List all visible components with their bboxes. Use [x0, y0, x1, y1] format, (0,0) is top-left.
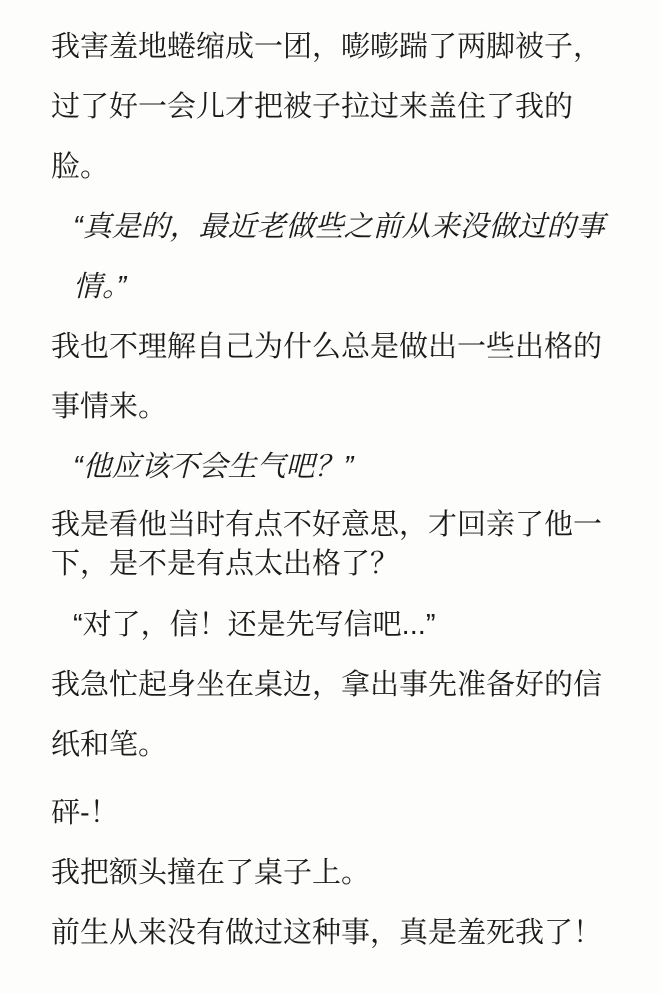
spoken-quote: “对了，信！还是先写信吧...” — [73, 609, 436, 641]
story-paragraph: 我害羞地蜷缩成一团，嘭嘭踹了两脚被子，过了好一会儿才把被子拉过来盖住了我的脸。 — [51, 31, 603, 183]
sound-effect-paragraph: 砰-！ — [51, 797, 119, 829]
story-paragraph: 前生从来没有做过这种事，真是羞死我了！ — [51, 917, 603, 949]
story-paragraph: 我把额头撞在了桌子上。 — [51, 857, 371, 889]
story-paragraph: 我急忙起身坐在桌边，拿出事先准备好的信纸和笔。 — [51, 669, 603, 761]
story-paragraph: 我也不理解自己为什么总是做出一些出格的事情来。 — [51, 331, 603, 423]
inner-monologue-quote: “他应该不会生气吧？” — [73, 451, 354, 483]
story-paragraph: 我是看他当时有点不好意思，才回亲了他一下，是不是有点太出格了？ — [51, 509, 603, 580]
inner-monologue-quote: “真是的，最近老做些之前从来没做过的事情。” — [73, 211, 605, 303]
